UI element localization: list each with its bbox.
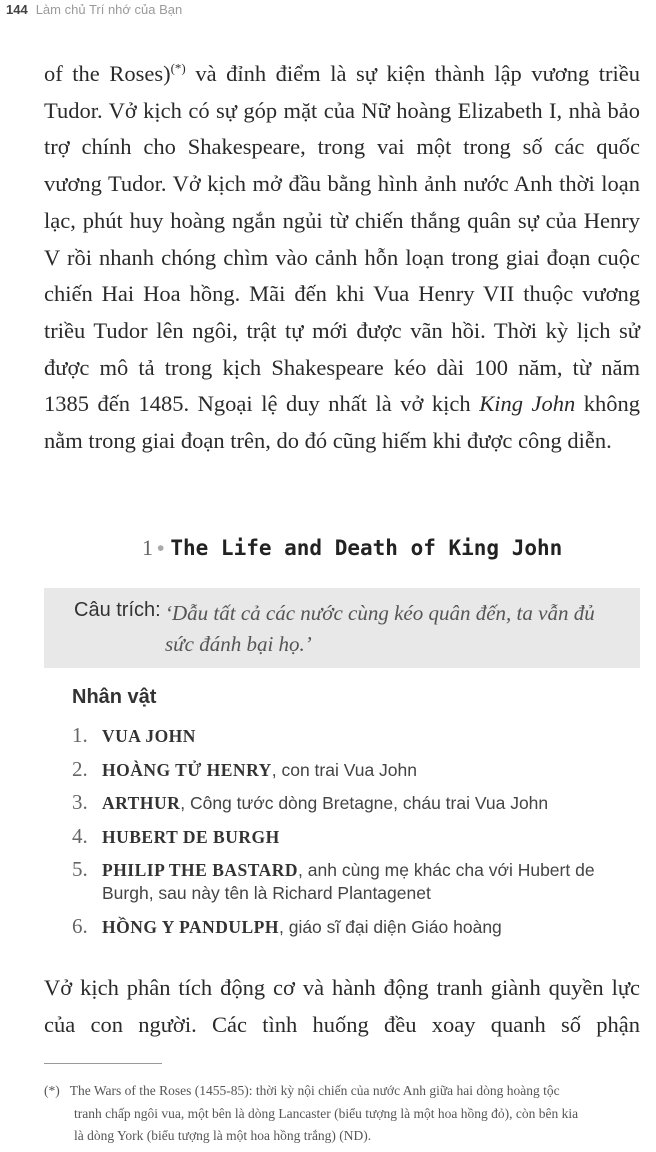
list-number: 5.	[72, 857, 88, 881]
intro-text-start: of the Roses)	[44, 61, 171, 86]
page-number: 144	[6, 2, 28, 17]
section-title: The Life and Death of King John	[170, 536, 563, 560]
play-title-italic: King John	[479, 391, 576, 417]
section-heading	[142, 535, 562, 561]
list-number: 1.	[72, 723, 88, 747]
character-name: VUA JOHN	[102, 726, 196, 746]
footnote-divider	[44, 1063, 162, 1064]
section-bullet: •	[157, 537, 165, 560]
characters-heading: Nhân vật	[72, 686, 157, 708]
footnote	[44, 1080, 648, 1148]
quote-box	[44, 588, 640, 668]
intro-text-end: không nằm trong giai đoạn trên, do đó cũng hiếm khi được công diễn.	[44, 391, 641, 454]
footnote-line-3: là dòng York (biểu tượng là một hoa hồng trắng) (ND).	[74, 1128, 372, 1143]
running-title: Làm chủ Trí nhớ của Bạn	[35, 2, 183, 17]
intro-text-body: và đỉnh điểm là sự kiện thành lập vương triều Tudor. Vở kịch có sự góp mặt của Nữ hoàng Elizabeth I, nhà bảo trợ chính cho Shakespeare, trong vai một trong số các quốc vương Tudor. Vở kịch mở đầu bằng hình ảnh nước Anh thời loạn lạc, phút huy hoàng ngắn ngủi từ chiến thắng quân sự của Henry V rồi nhanh chóng chìm vào cảnh hỗn loạn trong giai đoạn cuộc chiến Hai Hoa hồng. Mãi đến khi Vua Henry VII thuộc vương triều Tudor lên ngôi, trật tự mới được vãn hồi. Thời kỳ lịch sử được mô tả trong kịch Shakespeare kéo dài 100 năm, từ năm 1385 đến 1485. Ngoại lệ duy nhất là vở kịch	[44, 61, 640, 417]
character-desc: , anh cùng mẹ khác cha với Hubert de Burgh, sau này tên là Richard Plantagenet	[102, 860, 595, 903]
list-number: 3.	[72, 790, 88, 814]
list-number: 6.	[72, 913, 88, 938]
list-number: 2.	[72, 756, 88, 781]
quote-text: ‘Dẫu tất cả các nước cùng kéo quân đến, ta vẫn đủ sức đánh bại họ.’	[165, 601, 595, 656]
list-number: 4.	[72, 823, 88, 848]
list-item	[72, 913, 644, 939]
list-item	[72, 792, 644, 815]
intro-paragraph	[44, 56, 640, 460]
section-number: 1	[142, 535, 153, 560]
character-desc: , Công tước dòng Bretagne, cháu trai Vua John	[180, 793, 549, 813]
closing-paragraph: Vở kịch phân tích động cơ và hành động tranh giành quyền lực của con người. Các tình huống đều xoay quanh số phận	[44, 975, 640, 1037]
list-item	[72, 725, 644, 748]
character-name: ARTHUR	[102, 793, 181, 813]
list-item	[72, 756, 644, 782]
running-header	[6, 2, 182, 17]
footnote-text-1: The Wars of the Roses (1455-85): thời kỳ nội chiến của nước Anh giữa hai dòng hoàng tộc	[69, 1083, 560, 1098]
footnote-line-1	[44, 1080, 648, 1103]
character-name: HỒNG Y PANDULPH	[102, 916, 279, 937]
quote-label: Câu trích:	[74, 599, 161, 621]
character-name: HUBERT DE BURGH	[102, 826, 280, 847]
character-desc: , con trai Vua John	[271, 759, 418, 780]
character-list	[72, 725, 644, 949]
list-item	[72, 859, 644, 905]
character-desc: , giáo sĩ đại diện Giáo hoàng	[278, 916, 502, 937]
footnote-line-2: tranh chấp ngôi vua, một bên là dòng Lancaster (biểu tượng là một hoa hồng đỏ), còn bên kia	[74, 1105, 579, 1121]
character-name: HOÀNG TỬ HENRY	[102, 759, 272, 780]
footnote-reference[interactable]: (*)	[170, 60, 186, 76]
footnote-mark: (*)	[44, 1083, 60, 1098]
character-name: PHILIP THE BASTARD	[102, 860, 299, 880]
list-item	[72, 823, 644, 849]
